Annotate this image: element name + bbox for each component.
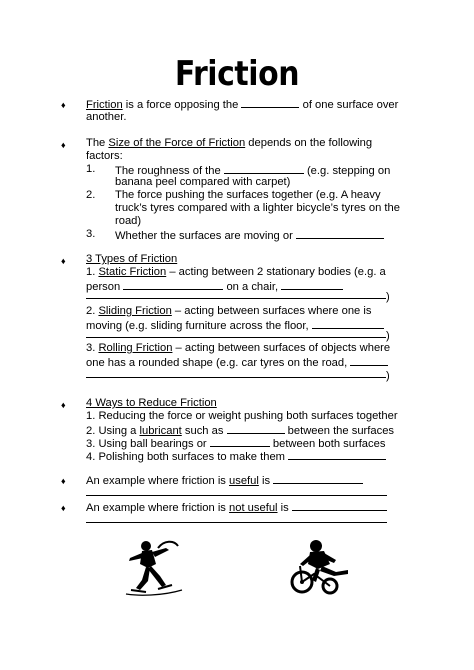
definition-text: is a force opposing the — [122, 99, 239, 111]
answer-blank[interactable] — [350, 355, 388, 366]
factor-2-line2: truck’s tyres compared with a lighter bicycle’s tyres on the — [115, 202, 400, 214]
answer-blank[interactable] — [123, 279, 223, 290]
useful-example — [86, 473, 363, 488]
item-num: 3. — [86, 342, 99, 354]
answer-blank[interactable] — [288, 449, 386, 460]
way-3-tail: between both surfaces — [272, 438, 386, 450]
rolling-friction-line2 — [86, 355, 388, 370]
way-1: 1. Reducing the force or weight pushing both surfaces together — [86, 410, 398, 422]
rolling-friction-text: – acting between surfaces of objects where — [172, 342, 391, 354]
ice-skater-icon — [122, 538, 186, 596]
answer-line[interactable] — [86, 337, 386, 338]
friction-definition — [86, 97, 398, 112]
static-friction-text: – acting between 2 stationary bodies (e.g. a — [166, 266, 386, 278]
static-l2-tail: on a chair, — [226, 281, 279, 293]
friction-term: Friction — [86, 99, 123, 111]
factors-label: factors: — [86, 150, 123, 162]
factor-1-line2: banana peel compared with carpet) — [115, 176, 291, 188]
child-on-bicycle-icon — [286, 536, 358, 596]
ways-heading: 4 Ways to Reduce Friction — [86, 397, 217, 409]
heading-pre: The — [86, 137, 109, 149]
bullet-icon: ♦ — [61, 400, 66, 410]
types-heading: 3 Types of Friction — [86, 253, 178, 265]
factor-2-line3: road) — [115, 215, 142, 227]
factor-3-text: Whether the surfaces are moving or — [115, 230, 293, 242]
answer-line[interactable] — [86, 298, 386, 299]
not-useful-pre: An example where friction is — [86, 502, 230, 514]
sliding-friction-text: – acting between surfaces where one is — [171, 305, 372, 317]
way-2-mid: such as — [181, 425, 224, 437]
answer-line[interactable] — [86, 522, 387, 523]
bullet-icon: ♦ — [61, 503, 66, 513]
answer-blank[interactable] — [273, 473, 363, 484]
useful-term: useful — [229, 475, 259, 487]
bullet-icon: ♦ — [61, 256, 66, 266]
definition-line2: another. — [86, 111, 127, 123]
size-of-force-heading — [86, 137, 372, 150]
sliding-friction-line1 — [86, 305, 371, 318]
heading-underlined: Size of the Force of Friction — [108, 137, 246, 149]
way-3-pre: 3. Using ball bearings or — [86, 438, 207, 450]
way-2-tail: between the surfaces — [287, 425, 395, 437]
answer-blank[interactable] — [241, 97, 299, 108]
answer-blank[interactable] — [210, 436, 270, 447]
page-title: Friction — [174, 54, 300, 94]
factor-number: 2. — [86, 189, 96, 201]
sliding-l2-text: moving (e.g. sliding furniture across the floor, — [86, 320, 309, 332]
bullet-icon: ♦ — [61, 100, 66, 110]
sliding-friction-term: Sliding Friction — [98, 305, 172, 317]
close-paren: ) — [386, 291, 390, 303]
not-useful-term: not useful — [229, 502, 278, 514]
useful-post: is — [258, 475, 271, 487]
bullet-icon: ♦ — [61, 476, 66, 486]
bullet-icon: ♦ — [61, 140, 66, 150]
factor-number: 3. — [86, 228, 96, 240]
heading-post: depends on the following — [245, 137, 373, 149]
answer-blank[interactable] — [227, 423, 285, 434]
factor-2-line1: The force pushing the surfaces together (e.g. A heavy — [115, 189, 381, 201]
factor-3 — [115, 228, 384, 243]
rolling-friction-line1 — [86, 342, 390, 355]
answer-blank[interactable] — [312, 318, 384, 329]
answer-blank[interactable] — [224, 163, 304, 174]
not-useful-post: is — [277, 502, 289, 514]
item-num: 2. — [86, 305, 99, 317]
static-l2-text: person — [86, 281, 121, 293]
rolling-friction-term: Rolling Friction — [98, 342, 173, 354]
static-friction-line1 — [86, 266, 386, 279]
answer-blank[interactable] — [292, 500, 387, 511]
useful-pre: An example where friction is — [86, 475, 230, 487]
lubricant-term: lubricant — [139, 425, 182, 437]
answer-line[interactable] — [86, 495, 387, 496]
answer-blank[interactable] — [281, 279, 343, 290]
way-2-pre: 2. Using a — [86, 425, 140, 437]
factor-1-tail: (e.g. stepping on — [306, 165, 391, 177]
way-4-pre: 4. Polishing both surfaces to make them — [86, 451, 285, 463]
rolling-l2-text: one has a rounded shape (e.g. car tyres on the road, — [86, 357, 348, 369]
answer-blank[interactable] — [296, 228, 384, 239]
definition-tail: of one surface over — [302, 99, 399, 111]
close-paren: ) — [386, 330, 390, 342]
static-friction-line2 — [86, 279, 343, 294]
sliding-friction-line2 — [86, 318, 384, 333]
not-useful-example — [86, 500, 387, 515]
factor-1-text: The roughness of the — [115, 165, 221, 177]
static-friction-term: Static Friction — [98, 266, 167, 278]
factor-number: 1. — [86, 163, 96, 175]
answer-line[interactable] — [86, 377, 386, 378]
close-paren: ) — [386, 370, 390, 382]
way-4 — [86, 449, 386, 464]
item-num: 1. — [86, 266, 99, 278]
